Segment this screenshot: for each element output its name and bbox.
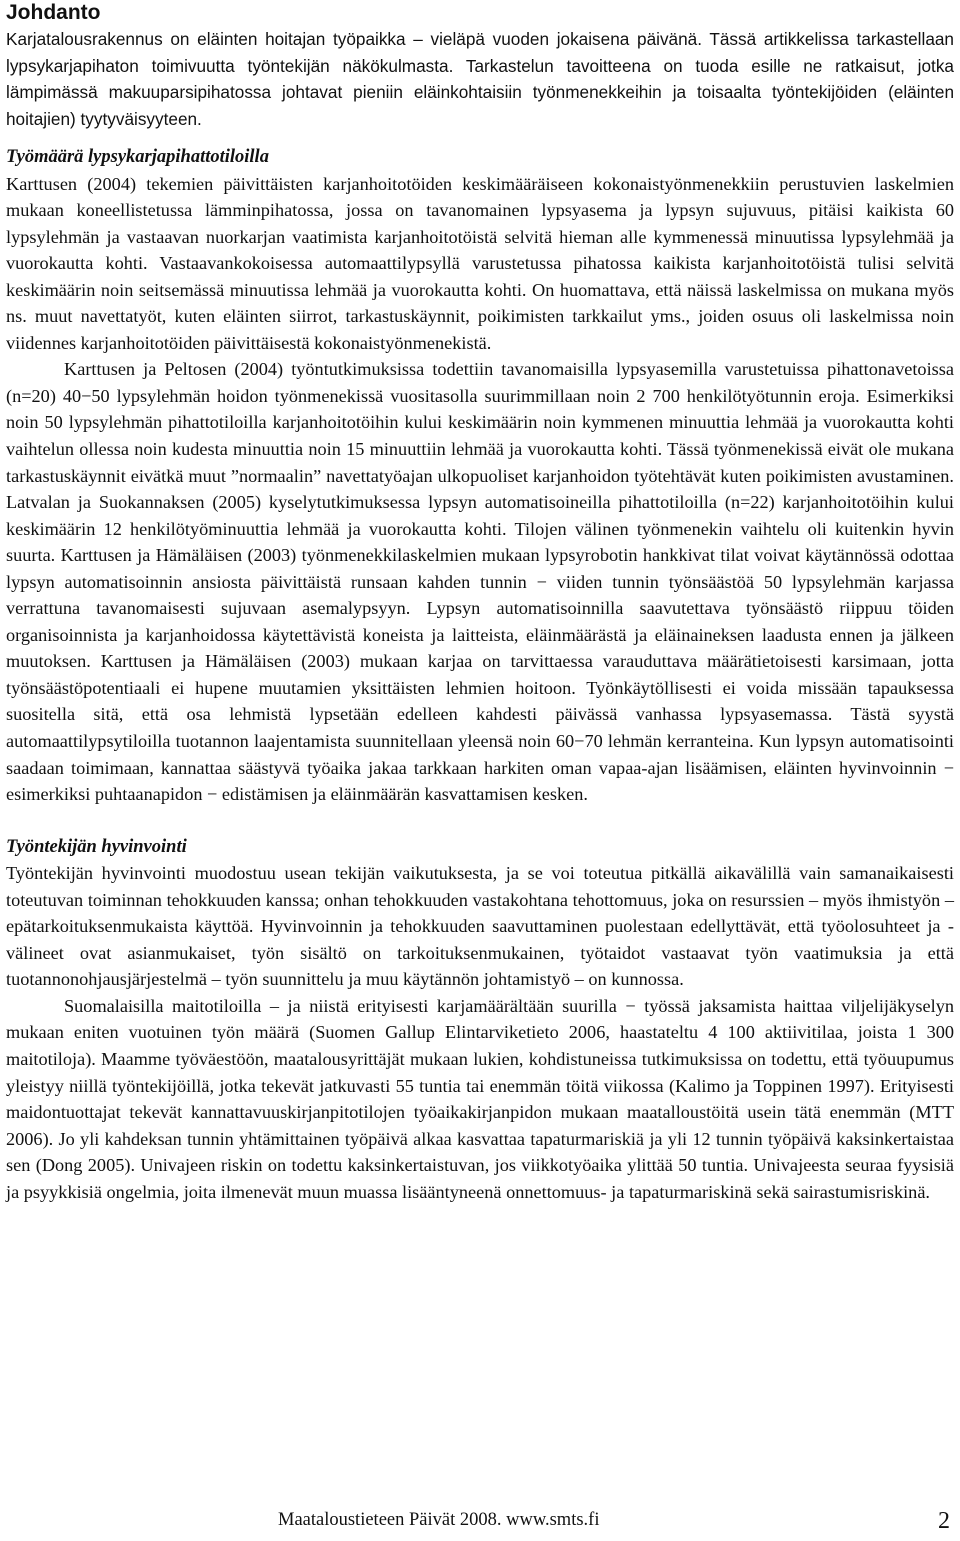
intro-paragraph: Karjatalousrakennus on eläinten hoitajan työpaikka – vieläpä vuoden jokaisena päivänä. Tässä artikkelissa tarkastellaan lypsykarjapihaton toimivuutta työntekijän näkökulmasta. Tarkastelun tavoitteena on tuoda esille ne ratkaisut, jotka lämpimässä makuuparsipihatossa johtavat pieniin eläinkohtaisiin työnmenekkeihin ja toisaalta työntekijöiden (eläinten hoitajien) tyytyväisyyteen. bbox=[6, 29, 954, 129]
section-heading-tyomaara: Työmäärä lypsykarjapihattotiloilla bbox=[6, 147, 269, 167]
page-number: 2 bbox=[938, 1508, 950, 1534]
section-heading-hyvinvointi: Työntekijän hyvinvointi bbox=[6, 836, 187, 857]
page-footer bbox=[0, 1508, 960, 1538]
page-heading: Johdanto bbox=[6, 1, 101, 24]
paragraph-tyomaara-1: Karttusen (2004) tekemien päivittäisten karjanhoitotöiden keskimääräiseen kokonaistyönmenekkiin perustuvien laskelmien mukaan koneellistetussa lämminpihatossa, jossa on tavanomainen lypsyasema ja lypsyn sujuvuus, pitäisi kaikista 60 lypsylehmän ja vastaavan nuorkarjan vaatimista karjanhoitotöistä selvitä hieman alle kymmenessä minuutissa lypsylehmää ja vuorokautta kohti. Vastaavankokoisessa automaattilypsyllä varustetussa pihatossa kaikista karjanhoitotöistä tulisi selvitä keskimäärin noin seitsemässä minuutissa lehmää ja vuorokautta kohti. On huomattava, että näissä laskelmissa on mukana myös ns. muut navettatyöt, kuten eläinten siirrot, tarkastuskäynnit, poikimisten tarkkailut yms., joiden osuus oli laskelmissa noin viidennes karjanhoitotöiden päivittäisestä kokonaistyönmenekistä. bbox=[6, 173, 954, 353]
paragraph-tyomaara-2: Karttusen ja Peltosen (2004) työntutkimuksissa todettiin tavanomaisilla lypsyasemilla varustetuissa pihattonavetoissa (n=20) 40−50 lypsylehmän hoidon työnmenekissä vuositasolla suurimmillaan noin 2 700 henkilötyötunnin eroja. Esimerkiksi noin 50 lypsylehmän pihattotiloilla karjanhoitotöihin kului keskimäärin noin kymmenen minuuttia lehmää ja vuorokautta kohti vaihtelun ollessa noin kudesta minuuttia noin 15 minuuttiin lehmää ja vuorokautta kohti. Tässä työnmenekissä eivät ole mukana tarkastuskäynnit eivätkä muut ”normaalin” navettatyöajan ulkopuoliset karjanhoidon työtehtävät kuten poikimisten avustaminen. Latvalan ja Suokannaksen (2005) kyselytutkimuksessa lypsyn automatisoineilla pihattotiloilla (n=22) karjanhoitotöihin kului keskimäärin 12 henkilötyöminuuttia lehmää ja vuorokautta kohti. Tilojen välinen työnmenekin vaihtelu oli kuitenkin hyvin suurta. Karttusen ja Hämäläisen (2003) työnmenekkilaskelmien mukaan lypsyrobotin hankkivat tilat voivat käytännössä odottaa lypsyn automatisoinnin ansiosta päivittäistä runsaan kahden tunnin − viiden tunnin työnsäästöä 50 lypsylehmän karjassa verrattuna tavanomaisesti sujuvaan asemalypsyyn. Lypsyn automatisoinnilla saavutettava työnsäästö riippuu töiden organisoinnista ja karjanhoidossa käytettävistä koneista ja laitteista, eläinmäärästä ja eläinaineksen laadusta ennen ja jälkeen muutoksen. Karttusen ja Hämäläisen (2003) mukaan karjaa on tarvittaessa varauduttava määrätietoisesti karsimaan, jotta työnsäästöpotentiaali ei hupene muutamien yksittäisten lehmien hoitoon. Työnkäytöllisesti ei voida missään tapauksessa suositella sitä, että osa lehmistä lypsetään edelleen kahdesti päivässä vanhassa lypsyasemassa. Tästä syystä automaattilypsytiloilla tuotannon laajentamista suunnitellaan yleensä noin 60−70 lehmän kerranteina. Kun lypsyn automatisointi saadaan toimimaan, kannattaa säästyvä työaika jakaa tarkkaan harkiten oman vapaa-ajan lisäämisen, eläinten hyvinvoinnin − esimerkiksi puhtaanapidon − edistämisen ja eläinmäärän kasvattamisen kesken. bbox=[6, 359, 954, 805]
footer-text: Maataloustieteen Päivät 2008. www.smts.fi bbox=[278, 1510, 600, 1530]
paragraph-hyvinvointi-2: Suomalaisilla maitotiloilla – ja niistä erityisesti karjamäärältään suurilla − työssä jaksamista haittaa viljelijäkyselyn mukaan eniten vuotuinen työn määrä (Suomen Gallup Elintarviketieto 2006, haastateltu 4 100 aktiivitilaa, joista 1 300 maitotiloja). Maamme työväestöön, maatalousyrittäjät mukaan lukien, kohdistuneissa tutkimuksissa on todettu, että työuupumus yleistyy niillä työntekijöillä, jotka tekevät jatkuvasti 55 tuntia tai enemmän töitä viikossa (Kalimo ja Toppinen 1997). Erityisesti maidontuottajat tekevät kannattavuuskirjanpitotilojen työaikakirjanpidon mukaan maatalloustöitä usein tätä enemmän (MTT 2006). Jo yli kahdeksan tunnin yhtämittainen työpäivä alkaa kasvattaa tapaturmariskiä ja yli 12 tunnin työpäivä kaksinkertaistaa sen (Dong 2005). Univajeen riskin on todettu kaksinkertaistuvan, jos viikkotyöaika ylittää 50 tuntia. Univajeesta seuraa fyysisiä ja psyykkisiä ongelmia, joita ilmenevät muun muassa lisääntyneenä onnettomuus- ja tapaturmariskinä sekä sairastumisriskinä. bbox=[6, 995, 954, 1202]
document-page bbox=[6, 0, 954, 1205]
paragraph-hyvinvointi-1: Työntekijän hyvinvointi muodostuu usean tekijän vaikutuksesta, ja se voi toteutua pitkällä aikavälillä vain samanaikaisesti toteutuvan toiminnan tehokkuuden kanssa; onhan tehokkuuden vastakohtana tehottomuus, joka on resurssien – myös ihmistyön – epätarkoituksenmukaista käyttöä. Hyvinvoinnin ja tehokkuuden saavuttaminen puolestaan edellyttävät, että työolosuhteet ja -välineet ovat asianmukaiset, työn sisältö on tarkoituksenmukainen, työtaidot vastaavat työn vaatimuksia ja että tuotannonohjausjärjestelmä – työn suunnittelu ja muu käytännön johtamistyö – on kunnossa. bbox=[6, 863, 954, 990]
